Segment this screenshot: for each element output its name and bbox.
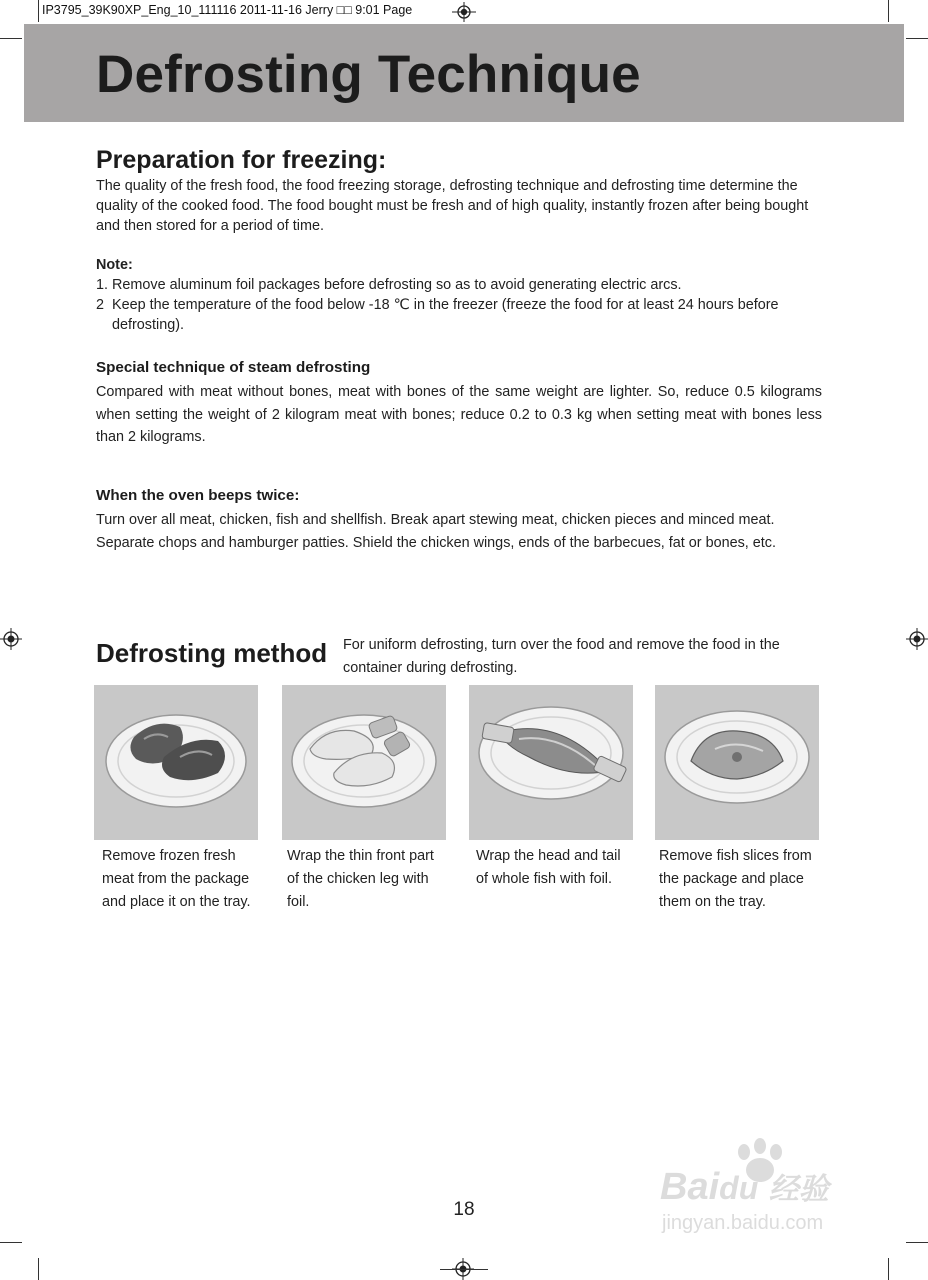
watermark-url: jingyan.baidu.com: [662, 1212, 824, 1234]
note-number: 1.: [96, 277, 109, 293]
print-slug: [42, 3, 412, 17]
steam-body: Compared with meat without bones, meat with bones of the same weight are lighter. So, reduce 0.5 kilograms when setting the weight of 2 kilogram meat with bones; reduce 0.2 to 0.3 kg when setting meat with bones less than 2 kilograms.: [96, 384, 822, 445]
crop-mark: [38, 0, 39, 22]
registration-mark-left-icon: [0, 628, 22, 650]
crop-mark: [888, 0, 889, 22]
crop-mark: [906, 1242, 928, 1243]
method-heading: Defrosting method: [96, 638, 328, 668]
page-title: Defrosting Technique: [96, 45, 641, 104]
registration-mark-right-icon: [906, 628, 928, 650]
chicken-on-plate-image: [282, 685, 446, 840]
note-list: [96, 275, 828, 335]
chicken-photo: [282, 685, 446, 840]
note-item: [96, 275, 828, 295]
crop-mark: [0, 1242, 22, 1243]
note-number: 2: [96, 297, 105, 313]
crop-mark: [0, 38, 22, 39]
registration-mark-top-icon: [452, 2, 476, 22]
watermark-cn: 经验: [768, 1173, 829, 1206]
caption-fish-slices: Remove fish slices from the package and place them on the tray.: [659, 848, 812, 910]
beeps-body: Turn over all meat, chicken, fish and shellfish. Break apart stewing meat, chicken pieces and minced meat. Separate chops and hamburger patties. Shield the chicken wings, ends of the barbecues, fat or bones, etc.: [96, 512, 776, 551]
preparation-heading: Preparation for freezing:: [96, 146, 387, 174]
note-label: Note:: [96, 257, 133, 273]
note-text: Keep the temperature of the food below -18 ℃ in the freezer (freeze the food for at least 24 hours before defrosting).: [112, 297, 779, 333]
watermark-brand-du: du: [719, 1170, 759, 1206]
note-text: Remove aluminum foil packages before defrosting so as to avoid generating electric arcs.: [112, 277, 682, 293]
crop-mark: [906, 38, 928, 39]
meat-on-plate-image: [94, 685, 258, 840]
caption-chicken: Wrap the thin front part of the chicken leg with foil.: [287, 848, 434, 910]
fish-slices-photo: [655, 685, 819, 840]
print-slug-text: IP3795_39K90XP_Eng_10_111116 2011-11-16 Jerry □□ 9:01 Page: [42, 3, 413, 17]
meat-photo: [94, 685, 258, 840]
caption-fish: Wrap the head and tail of whole fish with foil.: [476, 848, 621, 887]
note-item: [96, 295, 828, 335]
caption-meat: Remove frozen fresh meat from the package and place it on the tray.: [102, 848, 251, 910]
whole-fish-on-plate-image: [469, 685, 633, 840]
fish-slices-on-plate-image: [655, 685, 819, 840]
crop-mark: [38, 1258, 39, 1280]
beeps-heading: When the oven beeps twice:: [96, 487, 300, 504]
page-number: 18: [453, 1199, 475, 1220]
crop-mark: [888, 1258, 889, 1280]
steam-heading: Special technique of steam defrosting: [96, 359, 371, 376]
watermark-brand: Bai: [660, 1166, 720, 1208]
preparation-body: The quality of the fresh food, the food freezing storage, defrosting technique and defrosting time determine the quality of the cooked food. The food bought must be fresh and of high quality, instantly frozen after being bought and then stored for a period of time.: [96, 178, 809, 234]
method-intro: For uniform defrosting, turn over the food and remove the food in the container during defrosting.: [343, 637, 780, 676]
fish-photo: [469, 685, 633, 840]
crop-mark: [440, 1269, 488, 1270]
